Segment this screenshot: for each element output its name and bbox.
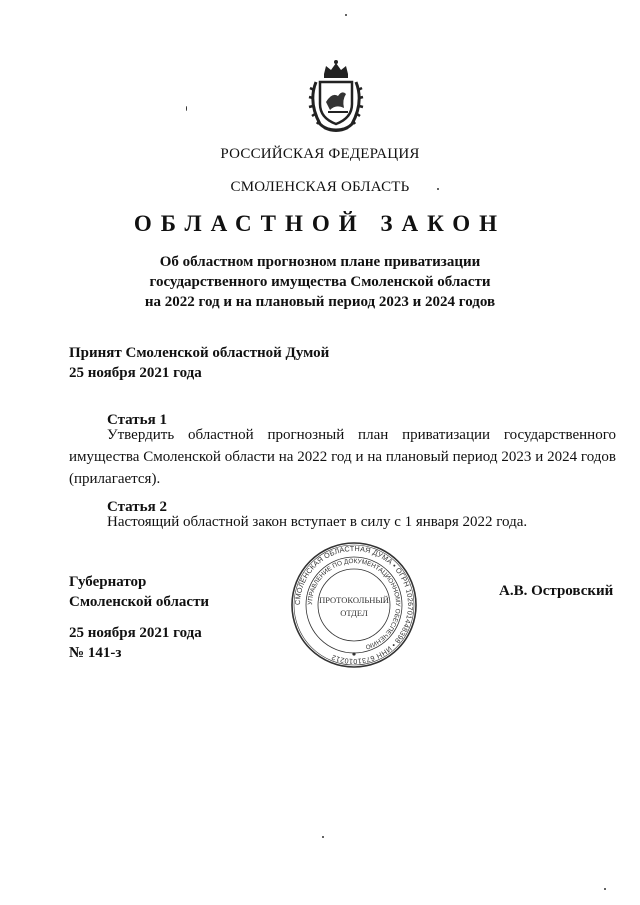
article-1-text: Утвердить областной прогнозный план приватизации государственного имущества Смоленской области на 2022 год и на плановый период 2023 и 2024 годов (прилагается).	[69, 427, 616, 487]
seal-center-line1: ПРОТОКОЛЬНЫЙ	[319, 595, 389, 605]
adoption-note	[69, 343, 329, 383]
law-subject-line: государственного имущества Смоленской области	[149, 274, 491, 290]
document-type-title: ОБЛАСТНОЙ ЗАКОН	[133, 211, 507, 236]
scan-speck	[186, 106, 187, 111]
adoption-body: Принят Смоленской областной Думой	[69, 345, 330, 361]
signatory-position	[69, 572, 209, 612]
seal-outer-text: СМОЛЕНСКАЯ ОБЛАСТНАЯ ДУМА • ОГРН 1026701448398 • ИНН 6731010212	[292, 543, 416, 667]
adoption-date: 25 ноября 2021 года	[69, 365, 202, 381]
scan-speck	[437, 188, 439, 190]
article-2-text: Настоящий областной закон вступает в силу с 1 января 2022 года.	[107, 514, 528, 530]
signatory-name: А.В. Островский	[499, 583, 614, 599]
region-heading: СМОЛЕНСКАЯ ОБЛАСТЬ	[230, 179, 410, 195]
scan-speck	[345, 14, 347, 16]
article-1-heading: Статья 1	[107, 412, 167, 428]
seal-inner-text: УПРАВЛЕНИЕ ПО ДОКУМЕНТАЦИОННОМУ ОБЕСПЕЧЕНИЮ	[306, 557, 402, 651]
law-number: № 141-з	[69, 645, 122, 661]
coat-of-arms-icon	[304, 58, 368, 134]
signatory-title: Губернатор	[69, 574, 147, 590]
signing-date: 25 ноября 2021 года	[69, 625, 202, 641]
signatory-region: Смоленской области	[69, 594, 210, 610]
law-subject-line: Об областном прогнозном плане приватизации	[159, 254, 481, 270]
scan-speck	[322, 836, 324, 838]
scan-speck	[604, 888, 606, 890]
seal-center-line2: ОТДЕЛ	[340, 608, 368, 618]
article-2-heading: Статья 2	[107, 499, 167, 515]
signing-details	[69, 623, 202, 663]
law-subject-line: на 2022 год и на плановый период 2023 и 2024 годов	[144, 294, 496, 310]
law-subject	[0, 252, 640, 312]
official-seal	[290, 541, 418, 669]
country-heading: РОССИЙСКАЯ ФЕДЕРАЦИЯ	[220, 146, 420, 162]
